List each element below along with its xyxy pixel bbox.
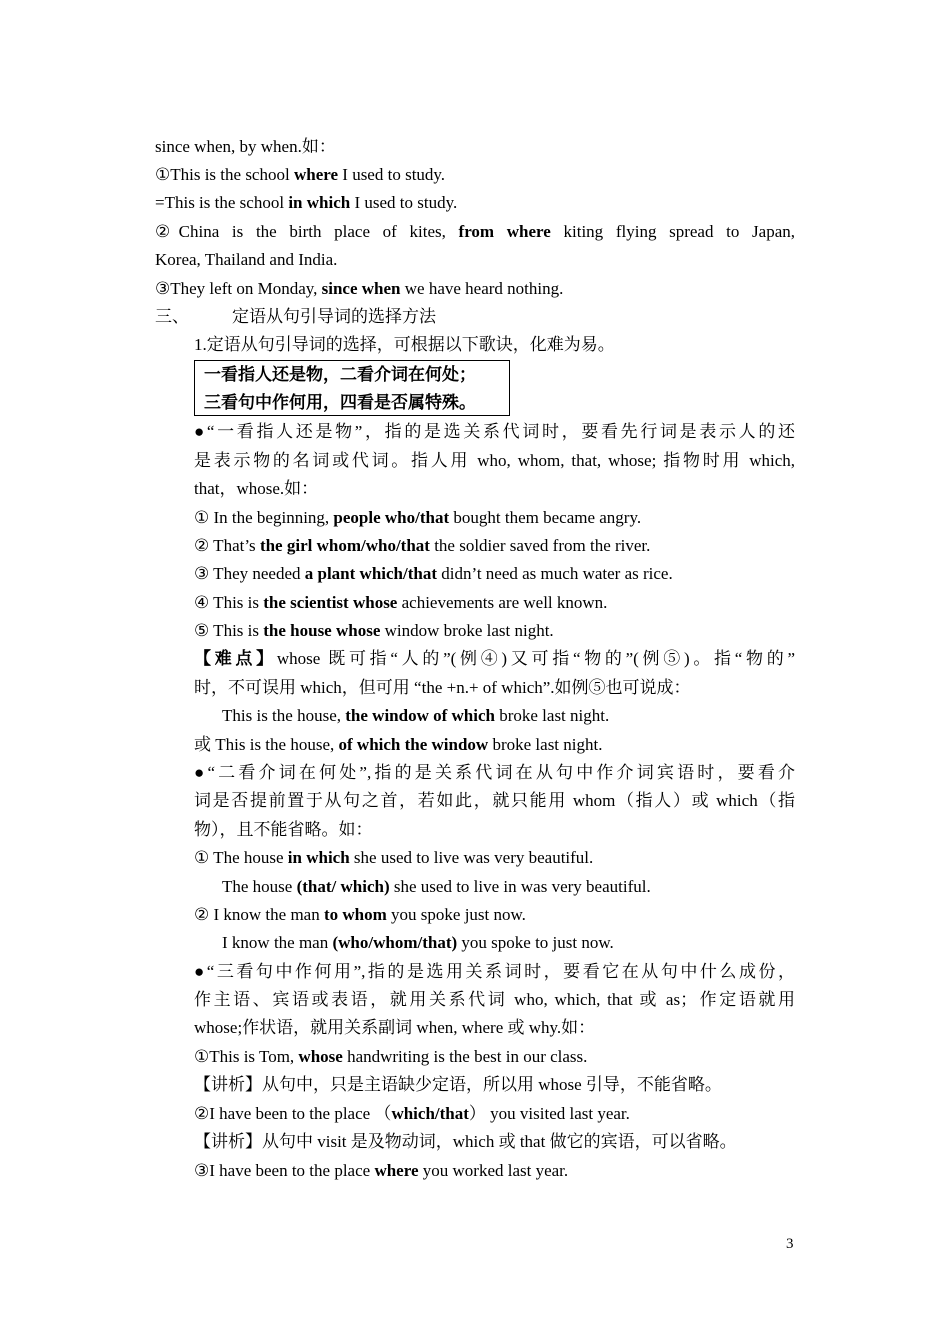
text-run: she used to live in was very beautiful. [389, 877, 651, 896]
example-line [194, 847, 593, 869]
bold-phrase: in which [287, 848, 350, 867]
text-run: ② That’s [194, 536, 260, 555]
text-run: bought them became angry. [449, 508, 642, 527]
example-line [194, 592, 607, 614]
example-line [194, 563, 673, 585]
example-line [194, 734, 602, 756]
text-run: you worked last year. [418, 1161, 569, 1180]
bold-phrase: a plant which/that [304, 564, 437, 583]
text-run: ②I have been to the place （ [194, 1104, 392, 1123]
bold-phrase: 【难点】 [194, 649, 277, 668]
example-line [222, 876, 651, 898]
text-run: broke last night. [488, 735, 603, 754]
text-line [194, 334, 615, 356]
text-run: she used to live was very beautiful. [349, 848, 594, 867]
text-run: kiting flying spread to Japan, [550, 222, 795, 241]
example-line [194, 1046, 587, 1068]
text-run: 【讲析】从句中 visit 是及物动词，which 或 that 做它的宾语，可以省略。 [194, 1132, 737, 1151]
example-line [155, 164, 445, 186]
analysis-line [194, 1074, 722, 1096]
text-run: 物），且不能省略。如： [194, 820, 373, 839]
text-line [194, 762, 795, 784]
bold-phrase: the window of which [345, 706, 495, 725]
text-run: whose;作状语，就用关系副词 when, where 或 why.如： [194, 1018, 596, 1037]
text-run: ①This is Tom, [194, 1047, 299, 1066]
example-line [155, 221, 795, 243]
example-line [194, 620, 554, 642]
example-line [155, 278, 563, 300]
text-line [194, 989, 795, 1011]
example-line [194, 904, 526, 926]
text-run: ③ They needed [194, 564, 305, 583]
text-run: 词是否提前置于从句之首，若如此，就只能用 whom（指人）或 which（指 [194, 791, 795, 810]
text-run: 或 This is the house, [194, 735, 339, 754]
example-line [194, 507, 641, 529]
text-run: achievements are well known. [397, 593, 608, 612]
text-line [194, 819, 373, 841]
text-run: The house [222, 877, 297, 896]
bold-phrase: in which [288, 193, 351, 212]
text-run: 定语从句引导词的选择方法 [232, 307, 436, 326]
page-number: 3 [786, 1236, 794, 1252]
bold-phrase: to whom [323, 905, 387, 924]
example-line [222, 932, 614, 954]
text-run: ③They left on Monday, [155, 279, 322, 298]
example-line [155, 192, 457, 214]
text-run: 时，不可误用 which，但可用 “the +n.+ of which”.如例⑤也可说成： [194, 678, 691, 697]
note-line [194, 677, 691, 699]
text-run: we have heard nothing. [400, 279, 564, 298]
rhyme-box [194, 360, 510, 416]
example-line [194, 1160, 568, 1182]
text-run: ② I know the man [194, 905, 324, 924]
example-line [194, 535, 650, 557]
text-run: 作主语、宾语或表语，就用关系代词 who, which, that 或 as；作定语就用 [194, 990, 795, 1009]
text-run: This is the house, [222, 706, 346, 725]
example-line [155, 249, 337, 271]
bold-phrase: from where [458, 222, 551, 241]
text-run: window broke last night. [380, 621, 554, 640]
text-line [194, 961, 795, 983]
analysis-line [194, 1131, 737, 1153]
note-line [194, 648, 795, 670]
text-run: you spoke to just now. [457, 933, 614, 952]
bold-phrase: (who/whom/that) [332, 933, 458, 952]
bold-phrase: the girl whom/who/that [259, 536, 430, 555]
text-run: since when, by when.如： [155, 137, 336, 156]
text-run: didn’t need as much water as rice. [437, 564, 673, 583]
bold-phrase: where [374, 1161, 419, 1180]
text-run: handwriting is the best in our class. [342, 1047, 588, 1066]
rhyme-line-2: 三看句中作何用，四看是否属特殊。 [204, 393, 476, 412]
text-line [194, 790, 795, 812]
text-run: 1.定语从句引导词的选择，可根据以下歌诀，化难为易。 [194, 335, 615, 354]
text-run: ④ This is [194, 593, 264, 612]
text-run: ） you visited last year. [468, 1104, 630, 1123]
bold-phrase: the house whose [263, 621, 381, 640]
section-heading [232, 306, 436, 328]
text-run: I know the man [222, 933, 333, 952]
text-run: the soldier saved from the river. [429, 536, 651, 555]
rhyme-line-1: 一看指人还是物，二看介词在何处； [204, 365, 476, 384]
section-number [155, 306, 189, 328]
text-line [194, 450, 795, 472]
text-run: ⑤ This is [194, 621, 264, 640]
text-run: you spoke just now. [386, 905, 526, 924]
text-run: Korea, Thailand and India. [155, 250, 338, 269]
text-run: whose 既可指“人的”(例④)又可指“物的”(例⑤)。指“物的” [276, 649, 796, 668]
example-line [222, 705, 609, 727]
text-run: I used to study. [350, 193, 458, 212]
bold-phrase: where [293, 165, 339, 184]
text-run: ②China is the birth place of kites, [155, 222, 459, 241]
bold-phrase: people who/that [333, 508, 450, 527]
text-run: ① In the beginning, [194, 508, 334, 527]
text-run: ①This is the school [155, 165, 294, 184]
text-run: that，whose.如： [194, 479, 319, 498]
text-run: broke last night. [494, 706, 610, 725]
text-run: ① The house [194, 848, 288, 867]
text-run: ③I have been to the place [194, 1161, 375, 1180]
bold-phrase: of which the window [338, 735, 489, 754]
text-run: ●“一看指人还是物”，指的是选关系代词时，要看先行词是表示人的还 [194, 422, 795, 441]
text-run: I used to study. [338, 165, 446, 184]
bold-phrase: (that/ which) [296, 877, 390, 896]
bold-phrase: which/that [391, 1104, 469, 1123]
text-run: ●“二看介词在何处”,指的是关系代词在从句中作介词宾语时，要看介 [194, 763, 795, 782]
bold-phrase: whose [298, 1047, 343, 1066]
text-run: =This is the school [155, 193, 289, 212]
example-line [194, 1103, 630, 1125]
text-line [155, 136, 336, 158]
text-run: 是表示物的名词或代词。指人用 who, whom, that, whose; 指物时用 which, [194, 451, 795, 470]
text-run: 【讲析】从句中，只是主语缺少定语，所以用 whose 引导，不能省略。 [194, 1075, 722, 1094]
text-run: 三、 [155, 307, 189, 326]
bold-phrase: since when [321, 279, 401, 298]
text-run: ●“三看句中作何用”,指的是选用关系词时，要看它在从句中什么成份， [194, 962, 795, 981]
text-line [194, 478, 318, 500]
bold-phrase: the scientist whose [263, 593, 398, 612]
text-line [194, 1017, 595, 1039]
text-line [194, 421, 795, 443]
